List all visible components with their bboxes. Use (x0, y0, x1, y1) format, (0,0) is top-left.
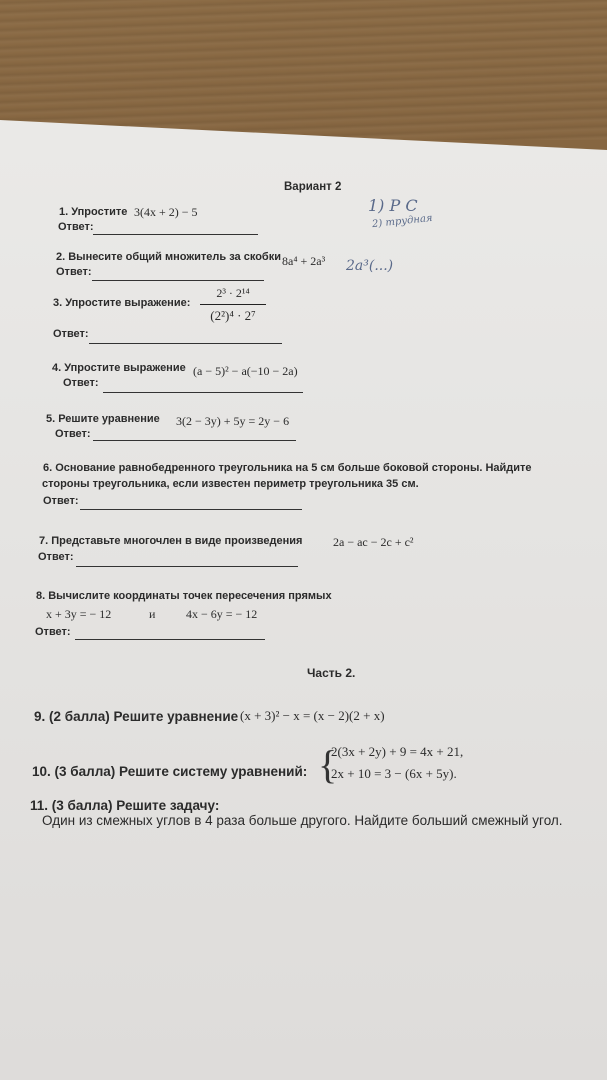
q8-equation-2: 4x − 6y = − 12 (186, 607, 258, 621)
q10-system-brace: { (318, 742, 338, 787)
q8-label: 8. Вычислите координаты точек пересечения прямых (36, 590, 332, 602)
q8-equation-1: x + 3y = − 12 (46, 607, 112, 621)
q3-denominator: (2²)⁴ · 2⁷ (210, 308, 256, 323)
q6-text-line2: стороны треугольника, если известен периметр треугольника 35 см. (42, 478, 419, 490)
q10-equation-1: 2(3x + 2y) + 9 = 4x + 21, (331, 744, 464, 759)
q5-answer-line[interactable] (93, 440, 296, 441)
q1-expression: 3(4x + 2) − 5 (134, 205, 198, 219)
q6-text-line1: 6. Основание равнобедренного треугольника на 5 см больше боковой стороны. Найдите (43, 462, 532, 474)
q3-fraction-bar (200, 304, 266, 305)
q9-label: 9. (2 балла) Решите уравнение (34, 709, 239, 724)
q11-label: 11. (3 балла) Решите задачу: (30, 798, 220, 813)
q3-answer-label: Ответ: (53, 328, 89, 340)
wooden-table-background (0, 0, 607, 140)
q8-answer-line[interactable] (75, 639, 265, 640)
q9-expression: (x + 3)² − x = (x − 2)(2 + x) (240, 708, 385, 723)
q2-answer-line[interactable] (92, 280, 264, 281)
q7-answer-label: Ответ: (38, 551, 74, 563)
q5-label: 5. Решите уравнение (46, 413, 160, 425)
q8-and: и (149, 607, 156, 621)
q4-label: 4. Упростите выражение (52, 362, 186, 374)
q6-answer-line[interactable] (80, 509, 302, 510)
q4-answer-label: Ответ: (63, 377, 99, 389)
variant-title: Вариант 2 (284, 181, 342, 193)
q2-answer-label: Ответ: (56, 266, 92, 278)
handwritten-note-1: 1) P C (368, 196, 418, 215)
q3-label: 3. Упростите выражение: (53, 297, 191, 309)
q4-answer-line[interactable] (103, 392, 303, 393)
q5-answer-label: Ответ: (55, 428, 91, 440)
q2-label: 2. Вынесите общий множитель за скобки (56, 251, 281, 263)
q10-label: 10. (3 балла) Решите систему уравнений: (32, 764, 308, 779)
q5-expression: 3(2 − 3y) + 5y = 2y − 6 (176, 414, 290, 428)
q3-answer-line[interactable] (89, 343, 282, 344)
q11-text: Один из смежных углов в 4 раза больше другого. Найдите больший смежный угол. (42, 813, 563, 828)
part2-heading: Часть 2. (307, 666, 356, 680)
q1-answer-label: Ответ: (58, 221, 94, 233)
q7-label: 7. Представьте многочлен в виде произведения (39, 535, 303, 547)
q1-answer-line[interactable] (93, 234, 258, 235)
q8-answer-label: Ответ: (35, 626, 71, 638)
q6-answer-label: Ответ: (43, 495, 79, 507)
q10-equation-2: 2x + 10 = 3 − (6x + 5y). (331, 766, 457, 781)
q2-expression: 8a⁴ + 2a³ (282, 254, 326, 268)
q3-numerator: 2³ · 2¹⁴ (216, 286, 250, 300)
q7-answer-line[interactable] (76, 566, 298, 567)
q4-expression: (a − 5)² − a(−10 − 2a) (193, 364, 298, 378)
handwritten-note-2: 2) трудная (371, 212, 434, 231)
q7-expression: 2a − ac − 2c + c² (333, 535, 414, 549)
q1-label: 1. Упростите (59, 206, 128, 218)
handwritten-note-3: 2a³(...) (346, 258, 394, 274)
